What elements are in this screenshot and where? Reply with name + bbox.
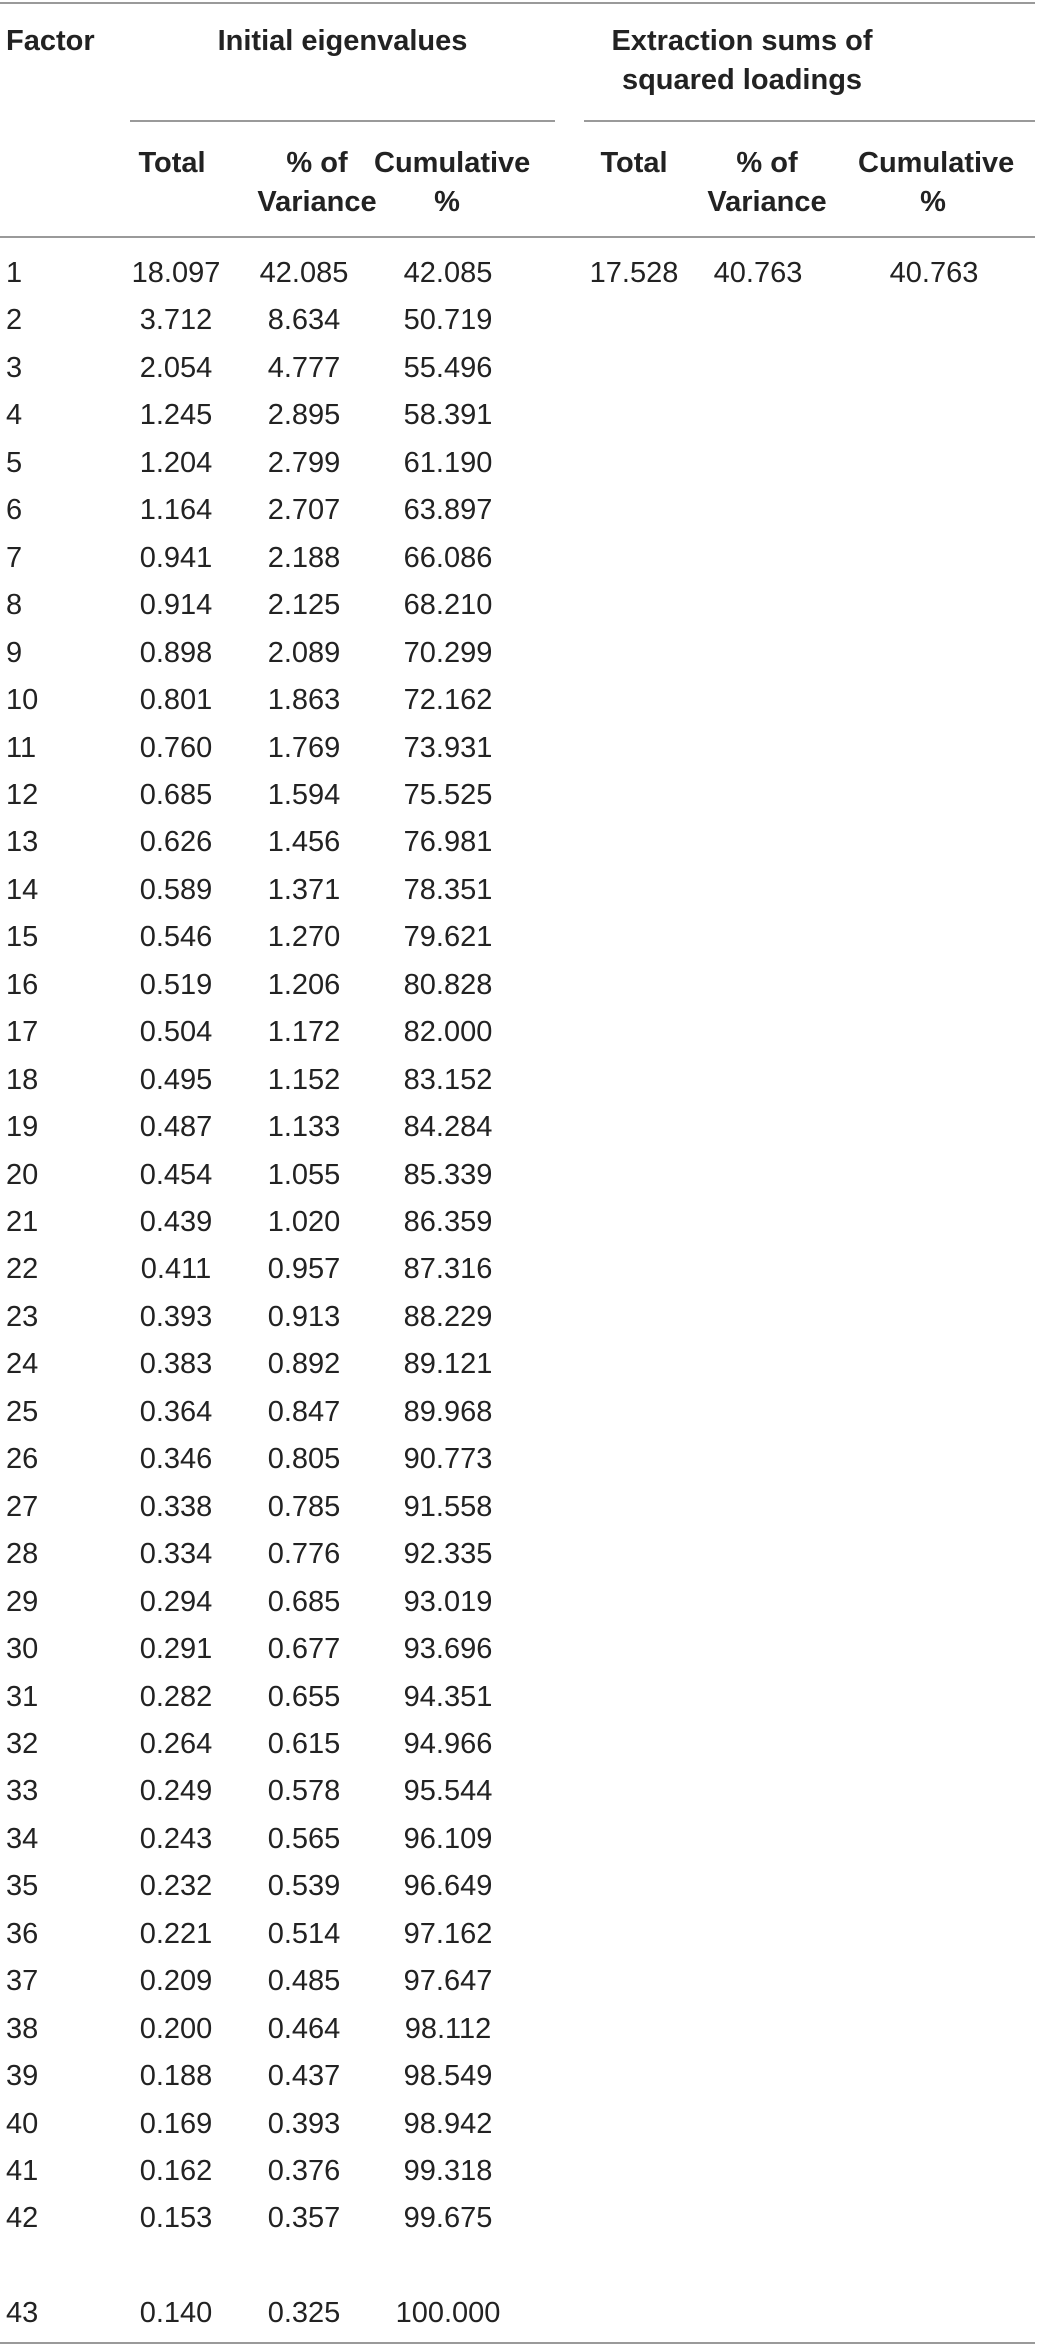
- cell-initial-pct-variance: 0.655: [267, 1680, 341, 1713]
- cell-initial-pct-variance: 2.799: [267, 446, 341, 479]
- cell-initial-total: 1.204: [139, 446, 213, 479]
- cell-initial-total: 0.153: [139, 2202, 213, 2235]
- cell-initial-pct-variance: 1.594: [267, 778, 341, 811]
- cell-factor: 38: [6, 2012, 39, 2045]
- cell-initial-total: 2.054: [139, 351, 213, 384]
- extraction-group-rule: [584, 120, 1035, 122]
- cell-initial-cumulative: 89.121: [403, 1348, 493, 1381]
- cell-initial-pct-variance: 8.634: [267, 304, 341, 337]
- header-extraction-sums: Extraction sums of squared loadings: [611, 25, 873, 96]
- cell-initial-total: 0.383: [139, 1348, 213, 1381]
- initial-group-rule: [130, 120, 555, 122]
- cell-factor: 40: [6, 2107, 39, 2140]
- cell-initial-total: 0.439: [139, 1206, 213, 1238]
- cell-initial-total: 0.393: [139, 1300, 213, 1333]
- cell-factor: 13: [6, 826, 39, 859]
- cell-initial-cumulative: 50.719: [403, 304, 493, 337]
- cell-initial-pct-variance: 0.565: [267, 1822, 341, 1855]
- cell-initial-pct-variance: 4.777: [267, 351, 341, 384]
- cell-initial-cumulative: 99.675: [403, 2202, 493, 2235]
- cell-initial-total: 0.589: [139, 873, 213, 906]
- cell-factor: 34: [6, 1822, 39, 1855]
- cell-factor: 18: [6, 1063, 39, 1096]
- cell-initial-cumulative: 94.966: [403, 1727, 493, 1760]
- cell-initial-total: 0.546: [139, 921, 213, 954]
- cell-factor: 11: [6, 731, 37, 764]
- cell-initial-cumulative: 93.019: [403, 1585, 493, 1618]
- cell-initial-pct-variance: 0.677: [267, 1633, 341, 1666]
- cell-initial-cumulative: 58.391: [403, 399, 493, 432]
- cell-initial-pct-variance: 1.371: [267, 873, 341, 906]
- cell-initial-pct-variance: 1.456: [267, 826, 341, 859]
- cell-factor: 17: [6, 1016, 39, 1049]
- cell-initial-cumulative: 98.942: [403, 2107, 493, 2140]
- cell-initial-cumulative: 73.931: [403, 731, 493, 764]
- cell-initial-pct-variance: 2.125: [267, 589, 341, 622]
- cell-initial-pct-variance: 2.089: [267, 636, 341, 669]
- cell-initial-total: 0.801: [139, 684, 213, 717]
- cell-initial-cumulative: 98.549: [403, 2060, 493, 2093]
- cell-factor: 29: [6, 1585, 39, 1618]
- cell-initial-total: 0.249: [139, 1775, 213, 1808]
- cell-initial-cumulative: 96.649: [403, 1870, 493, 1903]
- cell-initial-total: 0.519: [139, 968, 213, 1001]
- cell-factor: 8: [6, 589, 23, 622]
- cell-factor: 10: [6, 684, 39, 717]
- cell-initial-total: 0.898: [139, 636, 213, 669]
- table-bottom-rule: [0, 2342, 1035, 2344]
- cell-factor: 42: [6, 2202, 39, 2235]
- cell-initial-pct-variance: 0.485: [267, 1965, 341, 1998]
- cell-initial-cumulative: 97.647: [403, 1965, 493, 1998]
- cell-factor: 28: [6, 1538, 39, 1571]
- cell-initial-total: 0.291: [139, 1633, 213, 1666]
- cell-initial-total: 0.685: [139, 778, 213, 811]
- cell-factor: 2: [6, 304, 23, 337]
- cell-initial-cumulative: 68.210: [403, 589, 493, 622]
- cell-factor: 33: [6, 1775, 39, 1808]
- cell-factor: 16: [6, 968, 39, 1001]
- cell-initial-cumulative: 83.152: [403, 1063, 493, 1096]
- cell-initial-cumulative: 42.085: [403, 257, 493, 289]
- cell-extraction-cumulative: 40.763: [889, 257, 979, 289]
- cell-factor: 1: [6, 257, 23, 289]
- cell-initial-pct-variance: 1.270: [267, 921, 341, 954]
- cell-initial-pct-variance: 0.785: [267, 1490, 341, 1523]
- cell-initial-cumulative: 79.621: [403, 921, 493, 954]
- cell-initial-pct-variance: 0.376: [267, 2155, 341, 2187]
- cell-factor: 41: [6, 2155, 39, 2187]
- cell-initial-cumulative: 84.284: [403, 1111, 493, 1144]
- cell-initial-cumulative: 91.558: [403, 1490, 493, 1523]
- cell-initial-total: 0.487: [139, 1111, 213, 1144]
- header-extraction-pct-variance: % of Variance: [707, 147, 827, 218]
- cell-initial-pct-variance: 1.133: [267, 1111, 341, 1144]
- cell-initial-cumulative: 85.339: [403, 1158, 493, 1191]
- header-initial-total: Total: [138, 147, 206, 179]
- cell-initial-cumulative: 87.316: [403, 1253, 493, 1286]
- cell-factor: 6: [6, 494, 23, 527]
- cell-initial-pct-variance: 0.957: [267, 1253, 341, 1286]
- cell-factor: 23: [6, 1300, 39, 1333]
- cell-initial-cumulative: 93.696: [403, 1633, 493, 1666]
- cell-initial-total: 0.232: [139, 1870, 213, 1903]
- cell-factor: 39: [6, 2060, 39, 2093]
- cell-initial-cumulative: 63.897: [403, 494, 493, 527]
- cell-initial-pct-variance: 0.357: [267, 2202, 341, 2235]
- cell-initial-cumulative: 72.162: [403, 684, 493, 717]
- cell-initial-total: 0.504: [139, 1016, 213, 1049]
- cell-factor: 7: [6, 541, 23, 574]
- cell-factor: 21: [6, 1206, 39, 1238]
- header-extraction-cumulative: Cumulative %: [858, 147, 1015, 218]
- cell-initial-total: 0.243: [139, 1822, 213, 1855]
- header-initial-pct-variance: % of Variance: [257, 147, 377, 218]
- cell-initial-pct-variance: 0.805: [267, 1443, 341, 1476]
- cell-initial-total: 0.264: [139, 1727, 213, 1760]
- cell-initial-pct-variance: 1.152: [267, 1063, 341, 1096]
- cell-initial-pct-variance: 1.863: [267, 684, 341, 717]
- cell-factor: 36: [6, 1917, 39, 1950]
- cell-initial-total: 0.454: [139, 1158, 213, 1191]
- cell-initial-total: 0.495: [139, 1063, 213, 1096]
- cell-factor: 43: [6, 2296, 39, 2329]
- cell-initial-total: 0.200: [139, 2012, 213, 2045]
- cell-initial-total: 1.245: [139, 399, 213, 432]
- cell-initial-cumulative: 94.351: [403, 1680, 493, 1713]
- cell-factor: 30: [6, 1633, 39, 1666]
- cell-initial-cumulative: 78.351: [403, 873, 493, 906]
- cell-initial-pct-variance: 1.020: [267, 1206, 341, 1238]
- cell-factor: 22: [6, 1253, 39, 1286]
- cell-initial-total: 3.712: [139, 304, 213, 337]
- cell-initial-cumulative: 55.496: [403, 351, 493, 384]
- cell-initial-cumulative: 96.109: [403, 1822, 493, 1855]
- cell-initial-cumulative: 92.335: [403, 1538, 493, 1571]
- cell-factor: 9: [6, 636, 23, 669]
- cell-factor: 19: [6, 1111, 39, 1144]
- cell-initial-pct-variance: 0.685: [267, 1585, 341, 1618]
- cell-initial-pct-variance: 0.847: [267, 1395, 341, 1428]
- cell-initial-cumulative: 100.000: [395, 2296, 501, 2329]
- cell-initial-total: 0.221: [139, 1917, 213, 1950]
- cell-initial-pct-variance: 0.464: [267, 2012, 341, 2045]
- cell-factor: 14: [6, 873, 39, 906]
- cell-initial-total: 0.334: [139, 1538, 213, 1571]
- cell-initial-total: 0.338: [139, 1490, 213, 1523]
- cell-initial-cumulative: 99.318: [403, 2155, 493, 2187]
- cell-initial-cumulative: 61.190: [403, 446, 493, 479]
- cell-initial-total: 0.941: [139, 541, 213, 574]
- cell-initial-cumulative: 76.981: [403, 826, 493, 859]
- cell-initial-total: 0.364: [139, 1395, 213, 1428]
- cell-factor: 12: [6, 778, 39, 811]
- cell-initial-pct-variance: 0.913: [267, 1300, 341, 1333]
- header-extraction-total: Total: [600, 147, 668, 179]
- cell-initial-total: 0.626: [139, 826, 213, 859]
- cell-initial-total: 0.914: [139, 589, 213, 622]
- cell-initial-cumulative: 89.968: [403, 1395, 493, 1428]
- cell-initial-pct-variance: 0.615: [267, 1727, 341, 1760]
- cell-initial-pct-variance: 2.895: [267, 399, 341, 432]
- cell-factor: 35: [6, 1870, 39, 1903]
- cell-initial-cumulative: 75.525: [403, 778, 493, 811]
- cell-initial-total: 0.169: [139, 2107, 213, 2140]
- header-bottom-rule: [0, 236, 1035, 238]
- header-initial-cumulative: Cumulative %: [374, 147, 531, 218]
- cell-initial-total: 0.162: [139, 2155, 213, 2187]
- cell-factor: 15: [6, 921, 39, 954]
- cell-initial-cumulative: 88.229: [403, 1300, 493, 1333]
- cell-initial-total: 0.760: [139, 731, 213, 764]
- cell-initial-cumulative: 86.359: [403, 1206, 493, 1238]
- cell-extraction-total: 17.528: [589, 257, 679, 289]
- cell-initial-pct-variance: 0.325: [267, 2296, 341, 2329]
- cell-initial-pct-variance: 1.055: [267, 1158, 341, 1191]
- cell-factor: 37: [6, 1965, 39, 1998]
- cell-initial-total: 0.140: [139, 2296, 213, 2329]
- cell-initial-cumulative: 98.112: [404, 2012, 492, 2045]
- cell-initial-total: 0.411: [140, 1253, 212, 1286]
- header-factor: Factor: [6, 25, 95, 57]
- cell-initial-cumulative: 90.773: [403, 1443, 493, 1476]
- cell-factor: 24: [6, 1348, 39, 1381]
- cell-initial-cumulative: 82.000: [403, 1016, 493, 1049]
- cell-factor: 27: [6, 1490, 39, 1523]
- cell-factor: 25: [6, 1395, 39, 1428]
- cell-initial-cumulative: 66.086: [403, 541, 493, 574]
- cell-initial-pct-variance: 0.892: [267, 1348, 341, 1381]
- cell-initial-pct-variance: 0.539: [267, 1870, 341, 1903]
- cell-initial-cumulative: 97.162: [403, 1917, 493, 1950]
- cell-initial-pct-variance: 0.578: [267, 1775, 341, 1808]
- cell-initial-pct-variance: 2.188: [267, 541, 341, 574]
- cell-initial-pct-variance: 0.437: [267, 2060, 341, 2093]
- cell-initial-pct-variance: 1.769: [267, 731, 341, 764]
- cell-initial-total: 0.294: [139, 1585, 213, 1618]
- cell-initial-pct-variance: 42.085: [259, 257, 349, 289]
- cell-initial-pct-variance: 0.776: [267, 1538, 341, 1571]
- cell-factor: 5: [6, 446, 23, 479]
- cell-initial-pct-variance: 2.707: [267, 494, 341, 527]
- cell-initial-total: 18.097: [131, 257, 221, 289]
- cell-initial-pct-variance: 0.393: [267, 2107, 341, 2140]
- header-initial-eigenvalues: Initial eigenvalues: [217, 25, 468, 57]
- cell-initial-pct-variance: 0.514: [267, 1917, 341, 1950]
- cell-initial-total: 0.282: [139, 1680, 213, 1713]
- cell-factor: 31: [6, 1680, 39, 1713]
- cell-factor: 20: [6, 1158, 39, 1191]
- cell-initial-cumulative: 80.828: [403, 968, 493, 1001]
- cell-initial-pct-variance: 1.172: [267, 1016, 341, 1049]
- cell-initial-cumulative: 70.299: [403, 636, 493, 669]
- cell-initial-cumulative: 95.544: [403, 1775, 493, 1808]
- cell-initial-total: 0.346: [139, 1443, 213, 1476]
- cell-factor: 26: [6, 1443, 39, 1476]
- cell-initial-total: 0.209: [139, 1965, 213, 1998]
- cell-factor: 32: [6, 1727, 39, 1760]
- cell-initial-total: 0.188: [139, 2060, 213, 2093]
- cell-factor: 4: [6, 399, 23, 432]
- cell-factor: 3: [6, 351, 23, 384]
- cell-initial-pct-variance: 1.206: [267, 968, 341, 1001]
- cell-initial-total: 1.164: [139, 494, 213, 527]
- cell-extraction-pct-variance: 40.763: [713, 257, 803, 289]
- table-top-rule: [0, 2, 1035, 4]
